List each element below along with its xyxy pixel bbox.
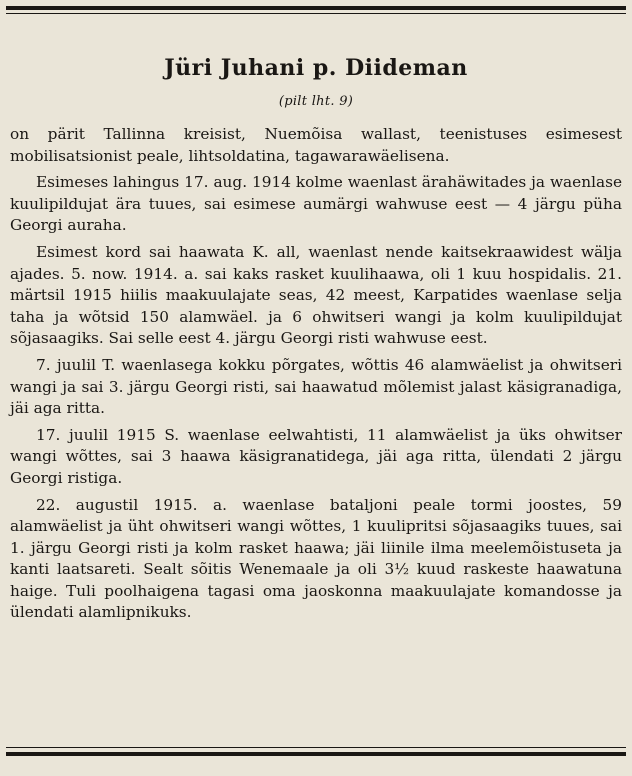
- top-rule-thin: [6, 13, 626, 14]
- article-subtitle: (pilt lht. 9): [278, 94, 354, 109]
- top-rule-thick: [6, 6, 626, 10]
- paragraph: Esimest kord sai haawata K. all, waenlast nende kaitsekraawidest wälja ajades. 5. now. 1914. a. sai kaks rasket kuulihaawa, oli 1 kuu hospidalis. 21. märtsil 1915 hiilis maakuulajate seas, 42 meest, Karpatides waenlase selja taha ja wõtsid 150 alamwäel. ja 6 ohwitseri wangi ja kolm kuulipildujat sõjasaagiks. Sai selle eest 4. järgu Georgi risti wahwuse eest.: [10, 242, 622, 348]
- article-title: Jüri Juhani p. Diideman: [164, 55, 468, 81]
- paragraph: on pärit Tallinna kreisist, Nuemõisa wallast, teenistuses esimesest mobilisatsionist peale, lihtsoldatina, tagawarawäelisena.: [10, 125, 622, 165]
- paragraph: 22. augustil 1915. a. waenlase bataljoni peale tormi joostes, 59 alamwäelist ja üht ohwitseri wangi wõttes, 1 kuulipritsi sõjasaagiks tuues, sai 1. järgu Georgi risti ja kolm rasket haawa; jäi liinile ilma meelemõistuseta ja kanti laatsareti. Sealt sõitis Wenemaale ja oli 3½ kuud raskeste haawatuna haige. Tuli poolhaigena tagasi oma jaoskonna maakuulajate komandosse ja ülendati alamlipnikuks.: [10, 495, 622, 622]
- article-body: [10, 124, 622, 629]
- paragraph: 7. juulil T. waenlasega kokku põrgates, wõttis 46 alamwäelist ja ohwitseri wangi ja sai 3. järgu Georgi risti, sai haawatud mõlemist jalast käsigranadiga, jäi aga ritta.: [10, 355, 622, 418]
- paragraph: Esimeses lahingus 17. aug. 1914 kolme waenlast ärahäwitades ja waenlase kuulipildujat ära tuues, sai esimese aumärgi wahwuse eest — 4 järgu püha Georgi auraha.: [10, 173, 622, 235]
- bottom-rule-thick: [6, 752, 626, 756]
- paragraph: 17. juulil 1915 S. waenlase eelwahtisti, 11 alamwäelist ja üks ohwitser wangi wõttes, sai 3 haawa käsigranatidega, jäi aga ritta, ülendati 2 järgu Georgi ristiga.: [10, 425, 622, 487]
- bottom-rule-thin: [6, 747, 626, 748]
